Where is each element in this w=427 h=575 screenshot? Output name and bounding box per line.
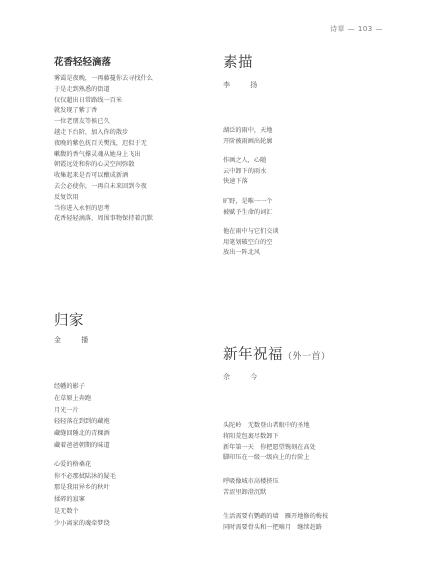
poem-line: 新年第一天 你把愿望镌刻在高处 xyxy=(223,443,316,451)
poem-line: 朝霞远处和你的心灵空间弥散 xyxy=(54,161,135,169)
poem-line: 开阶被雨画出轮廓 xyxy=(223,137,273,145)
poem-line: 花香轻轻滴落，周围事物保持着沉默 xyxy=(54,215,153,223)
poem-line: 越走下台阶，加入你的散步 xyxy=(54,128,129,136)
poem-line: 那是我用异乡的秋叶 xyxy=(54,484,110,492)
poem-title-text: 新年祝福 xyxy=(223,347,283,363)
poem-title-sketch: 素描 xyxy=(223,55,253,71)
poem-line: 就发现了紫丁香 xyxy=(54,107,98,115)
poem-line: 藏缝回陲北的青稞酒 xyxy=(54,430,110,438)
poem-line: 收集起来是否可以酿成新酒 xyxy=(54,172,129,180)
poem-line: 是无数个 xyxy=(54,507,79,515)
poem-line: 旷野，是唯一一个 xyxy=(223,197,273,205)
poem1-body xyxy=(54,74,153,225)
poem-line: 揉碎的寂寥 xyxy=(54,496,85,504)
poem2-body xyxy=(223,126,279,259)
poem-line: 轻轻落在到到的藏袍 xyxy=(54,418,110,426)
poem-line: 作画之人，心随 xyxy=(223,157,267,165)
poem-line: 呼吸像城市高楼挤压 xyxy=(223,478,279,486)
poem-line: 心爱的格桑花 xyxy=(54,460,92,468)
poem-line: 一位老朋友等候已久 xyxy=(54,118,110,126)
poem-line: 他在雨中与它们交谈 xyxy=(223,228,279,236)
poem-line: 少小离家的魂牵梦绕 xyxy=(54,519,110,527)
poem-line: 用笔划破空白的空 xyxy=(223,238,273,246)
poem-line: 藏着爸爸朝期的味道 xyxy=(54,441,110,449)
poem-subtitle: （外一首） xyxy=(283,352,331,362)
poem-line: 雾霭是夜晚，一再藤蔓你去寻找什么 xyxy=(54,75,153,82)
poem-line: 将阳荒包裹尽数卸下 xyxy=(223,432,279,440)
poem-line: 于是走到熟悉的街道 xyxy=(54,85,110,93)
poem-line: 苦涩里卸澄沉默 xyxy=(223,488,267,496)
poem-line: 去会必使你，一再自未来回到今夜 xyxy=(54,182,147,190)
poem-line: 生活需要有鹦鹉的墙 雁开地修的梅枝 xyxy=(223,512,329,520)
poem-line: 月光一片 xyxy=(54,406,79,414)
page-header: 诗草 — 103 — xyxy=(329,25,383,33)
poem-line: 夜晚的紫色抚百关樊浅，迟似于无 xyxy=(54,139,147,147)
poem-author: 佘 今 xyxy=(223,373,267,381)
poem-line: 云中卸下的雨水 xyxy=(223,167,267,175)
poem-line: 同时需要骨头和一把嘀月 继续赶路 xyxy=(223,523,322,531)
poem-line: 脚印压在一级一级向上的台阶上 xyxy=(223,454,310,462)
poem4-body xyxy=(223,421,328,533)
poem-title-fragrance: 花香轻轻滴落 xyxy=(54,57,112,68)
poem-line: 你不必那拭陆沐的疑毛 xyxy=(54,472,116,480)
poem-line: 被赋予生命的词汇 xyxy=(223,208,273,216)
poem-line: 放出一阵北风 xyxy=(223,249,261,257)
poem-line: 反复饮用 xyxy=(54,193,79,201)
poem-line: 嗽馥的香气撑灵魂从她身上飞出 xyxy=(54,150,141,158)
poem-line: 当你进入永恒的思考 xyxy=(54,204,110,212)
poem-title-new-year-blessing xyxy=(223,343,331,364)
poem-line: 快速下落 xyxy=(223,178,248,186)
poem-title-homecoming: 归家 xyxy=(54,313,84,329)
poem-author: 李 扬 xyxy=(223,81,267,89)
poem-line: 仅仅超出日常路线一百米 xyxy=(54,96,123,104)
poem-line: 湖泛的雨中，天地 xyxy=(223,127,273,134)
poem-line: 头陀岭 无数登山者眼中的圣地 xyxy=(223,422,310,429)
poem-author: 金 播 xyxy=(54,336,98,344)
poem-line: 在草原上奔跑 xyxy=(54,394,92,402)
poem3-body xyxy=(54,381,116,530)
poem-line: 经幡的影子 xyxy=(54,383,85,390)
